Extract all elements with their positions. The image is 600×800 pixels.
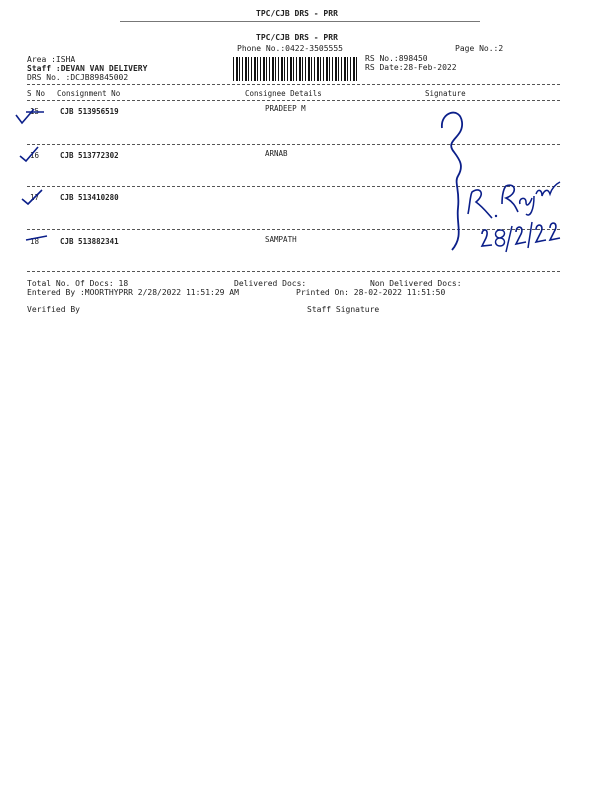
- col-consignment: Consignment No: [57, 89, 121, 98]
- row-consignment: CJB 513772302: [60, 151, 119, 160]
- handwritten-signature: [460, 170, 570, 260]
- top-rule: [120, 21, 480, 22]
- page-number: Page No.:2: [455, 44, 504, 53]
- rs-date: RS Date:28-Feb-2022: [365, 63, 457, 72]
- total-docs: Total No. Of Docs: 18: [27, 279, 129, 288]
- row-consignment: CJB 513410280: [60, 193, 119, 202]
- staff-label: Staff :DEVAN VAN DELIVERY: [27, 64, 148, 73]
- verified-by: Verified By: [27, 305, 80, 314]
- row-consignee: ARNAB: [265, 149, 288, 158]
- row-sno: 17: [30, 193, 40, 202]
- document-title: TPC/CJB DRS - PRR: [256, 33, 338, 42]
- barcode: [233, 57, 358, 81]
- col-consignee: Consignee Details: [245, 89, 322, 98]
- rs-number: RS No.:898450: [365, 54, 428, 63]
- row-consignment: CJB 513956519: [60, 107, 119, 116]
- delivered-docs: Delivered Docs:: [234, 279, 307, 288]
- row-sno: 15: [30, 107, 40, 116]
- row-sno: 16: [30, 151, 40, 160]
- phone-number: Phone No.:0422-3505555: [237, 44, 343, 53]
- row-consignment: CJB 513882341: [60, 237, 119, 246]
- row-consignee: PRADEEP M: [265, 104, 306, 113]
- column-rule: [27, 100, 560, 101]
- row-consignee: SAMPATH: [265, 235, 297, 244]
- drs-number: DRS No. :DCJB89845002: [27, 73, 129, 82]
- row-sno: 18: [30, 237, 40, 246]
- row-rule: [27, 144, 560, 145]
- handwritten-check-marks: [14, 103, 50, 248]
- non-delivered-docs: Non Delivered Docs:: [370, 279, 462, 288]
- area-label: Area :ISHA: [27, 55, 76, 64]
- col-signature: Signature: [425, 89, 466, 98]
- staff-signature: Staff Signature: [307, 305, 380, 314]
- printed-on: Printed On: 28-02-2022 11:51:50: [296, 288, 446, 297]
- row-rule: [27, 271, 560, 272]
- col-sno: S No: [27, 89, 46, 98]
- entered-by: Entered By :MOORTHYPRR 2/28/2022 11:51:29 AM: [27, 288, 239, 297]
- top-header: TPC/CJB DRS - PRR: [256, 9, 338, 18]
- header-rule: [27, 84, 560, 85]
